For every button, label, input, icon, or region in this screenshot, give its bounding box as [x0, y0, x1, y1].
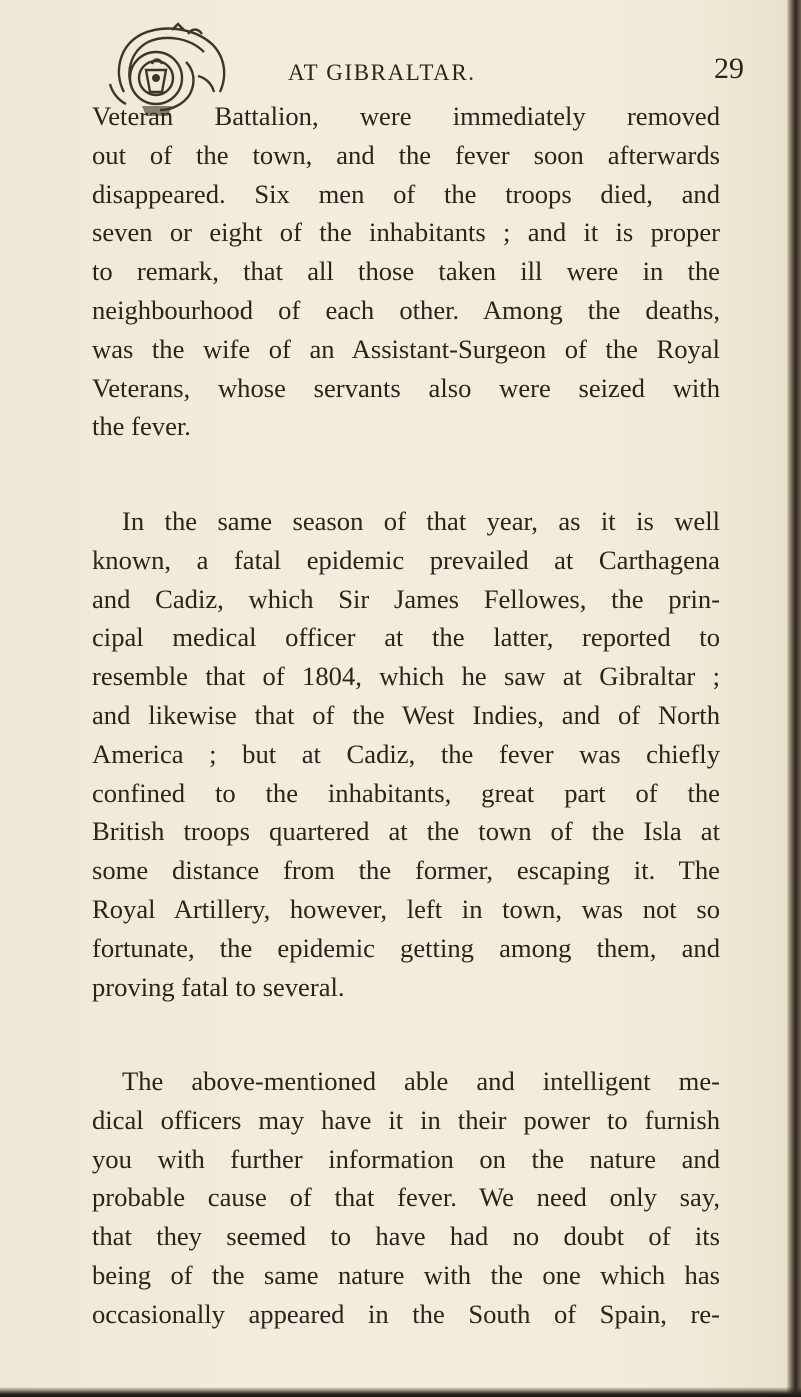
paragraph-2: [92, 502, 720, 1006]
text-line: The above-mentioned able and intelligent me-: [122, 1066, 720, 1096]
text-line: cipal medical officer at the latter, reported to: [92, 622, 720, 653]
text-line: was the wife of an Assistant-Surgeon of the Royal: [92, 333, 720, 364]
page-number: 29: [714, 52, 744, 85]
paragraph-1: [92, 97, 720, 446]
text-line: to remark, that all those taken ill were in the: [92, 256, 720, 287]
text-line: seven or eight of the inhabitants ; and it is proper: [92, 217, 720, 248]
text-line: the fever.: [92, 411, 191, 442]
text-line: probable cause of that fever. We need only say,: [92, 1182, 720, 1213]
text-line: and Cadiz, which Sir James Fellowes, the prin-: [92, 583, 720, 614]
page-bottom-shadow: [0, 1387, 801, 1397]
text-line: you with further information on the nature and: [92, 1143, 720, 1174]
text-line: and likewise that of the West Indies, and of North: [92, 699, 720, 730]
text-line: that they seemed to have had no doubt of its: [92, 1221, 720, 1252]
text-line: proving fatal to several.: [92, 971, 345, 1002]
text-line: In the same season of that year, as it is well: [122, 506, 720, 536]
text-line: dical officers may have it in their power to furnish: [92, 1104, 720, 1135]
text-line: out of the town, and the fever soon afterwards: [92, 139, 720, 170]
text-line: Veterans, whose servants also were seized with: [92, 372, 720, 403]
page-edge-shadow: [787, 0, 801, 1397]
text-line: confined to the inhabitants, great part of the: [92, 777, 720, 808]
text-line: Veteran Battalion, were immediately removed: [92, 101, 720, 131]
text-line: Royal Artillery, however, left in town, was not so: [92, 893, 720, 924]
text-line: known, a fatal epidemic prevailed at Carthagena: [92, 544, 720, 575]
running-head: AT GIBRALTAR.: [288, 60, 476, 85]
text-line: some distance from the former, escaping it. The: [92, 855, 720, 886]
text-line: America ; but at Cadiz, the fever was chiefly: [92, 738, 720, 769]
text-line: fortunate, the epidemic getting among them, and: [92, 932, 720, 963]
text-line: British troops quartered at the town of the Isla at: [92, 816, 720, 847]
text-line: occasionally appeared in the South of Spain, re-: [92, 1298, 720, 1329]
text-line: resemble that of 1804, which he saw at Gibraltar ;: [92, 661, 720, 692]
text-line: disappeared. Six men of the troops died, and: [92, 178, 720, 209]
text-line: being of the same nature with the one which has: [92, 1259, 720, 1290]
text-line: neighbourhood of each other. Among the deaths,: [92, 294, 720, 325]
paragraph-3: [92, 1062, 720, 1334]
